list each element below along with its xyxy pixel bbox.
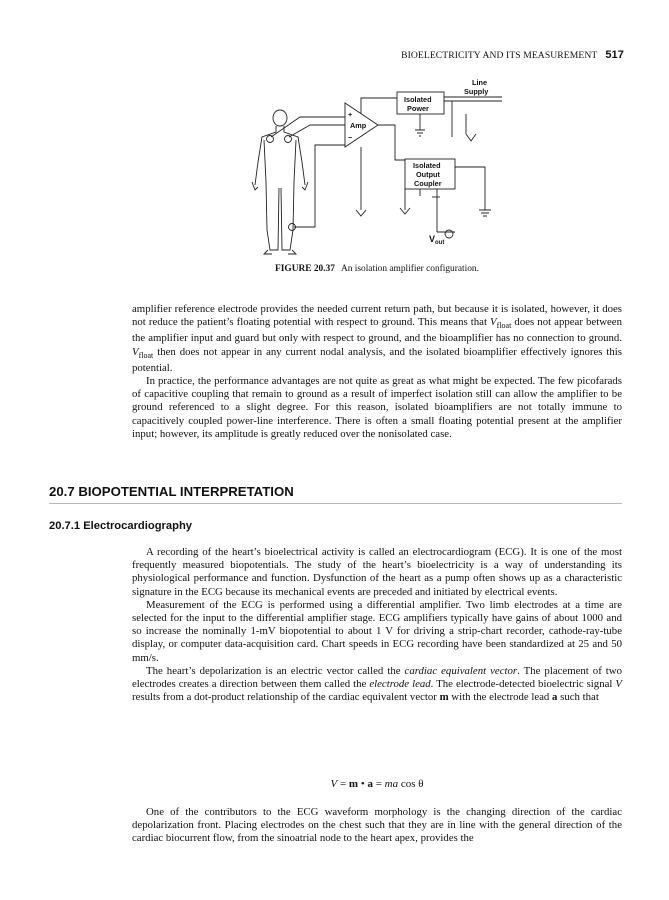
vout-terminal (445, 230, 453, 238)
label-minus: − (348, 133, 353, 142)
human-body-outline (252, 110, 308, 254)
label-supply: Supply (464, 87, 489, 96)
paragraph-5: The heart’s depolarization is an electric vector called the cardiac equivalent vector. The placement of two electrodes creates a direction between them called the electrode lead. The electrode-detected bioelectric signal V results from a dot-product relationship of the cardiac equivalent vector m with the electrode lead a such that (132, 664, 623, 704)
label-isolated-power-1: Isolated (404, 95, 432, 104)
figure-caption (132, 264, 622, 274)
subsection-heading: 20.7.1 Electrocardiography (49, 520, 193, 532)
caption-label: FIGURE 20.37 (275, 264, 335, 274)
label-line: Line (472, 78, 487, 87)
paragraph-6: One of the contributors to the ECG waveform morphology is the changing direction of the cardiac depolarization front. Placing electrodes on the chest such that they are in line with the general direction of the cardiac biocurrent flow, from the sinoatrial node to the heart apex, provides the (132, 806, 622, 845)
label-isolated-power-2: Power (407, 104, 429, 113)
label-coupler-2: Output (416, 170, 440, 179)
isolation-amplifier-figure (240, 70, 540, 270)
running-header (300, 49, 624, 61)
label-vout: $V_{out}$ (429, 234, 445, 246)
electrode-right-arm (267, 136, 274, 143)
paragraph-3: A recording of the heart’s bioelectrical activity is called an electrocardiogram (ECG). It is one of the most frequently measured biopotentials. The study of the heart’s bioelectricity is a way of understanding its physiological performance and function. Dysfunction of the heart as a pump often shows up as a characteristic signature in the ECG because its mechanical events are preceded and initiated by electrical events. (132, 546, 622, 598)
paragraph-ecg (132, 546, 622, 704)
paragraph-2: In practice, the performance advantages are not quite as great as what might be expected. The few picofarads of capacitive coupling that remain to ground as a result of imperfect isolation still can allow the amplifier to be ground referenced to a slight degree. For this reason, isolated bioamplifiers are not totally immune to capacitively coupled power-line interference. There is often a small floating potential present at the amplifier input; however, its amplitude is greatly reduced over the nonisolated case. (132, 375, 622, 440)
label-coupler-3: Coupler (414, 179, 442, 188)
paragraph-1: amplifier reference electrode provides the needed current return path, but because it is isolated, however, it does not reduce the patient’s floating potential with respect to ground. This means that $V_{float}$ does not appear between the amplifier input and guard but only with respect to ground, and the bioamplifier has no connection to ground. $V_{float}$ then does not appear in any current nodal analysis, and the isolated bioamplifier effectively ignores this potential. In practice, the performance advantages are not quite as great as what might be expected. The few picofarads of capacitive coupling that remain to ground as a result of imperfect isolation still can allow the amplifier to be ground referenced to a slight degree. For this reason, isolated bioamplifiers are not totally immune to capacitively coupled power-line interference. There is often a small floating potential present at the amplifier input; however, its amplitude is greatly reduced over the nonisolated case. (132, 303, 622, 440)
label-coupler-1: Isolated (413, 161, 441, 170)
paragraph-6-container (132, 806, 622, 846)
running-title: BIOELECTRICITY AND ITS MEASUREMENT (401, 50, 598, 61)
label-amp: Amp (350, 121, 367, 130)
section-rule (49, 503, 622, 504)
caption-text: An isolation amplifier configuration. (340, 264, 479, 274)
paragraph-4: Measurement of the ECG is performed using a differential amplifier. Two limb electrodes at a time are selected for the input to the differential amplifier stage. ECG amplifiers typically have gains of about 1000 and so increase the nominally 1-mV biopotential to about 1 V for driving a strip-chart recorder, cathode-ray-tube display, or computer data-acquisition card. Chart speeds in ECG recording have been standardized at 25 and 50 mm/s. (132, 598, 622, 664)
label-plus: + (348, 110, 353, 119)
section-heading: 20.7 BIOPOTENTIAL INTERPRETATION (49, 484, 294, 499)
equation: V = m • a = ma cos θ (330, 778, 424, 790)
page-number: 517 (605, 49, 624, 61)
